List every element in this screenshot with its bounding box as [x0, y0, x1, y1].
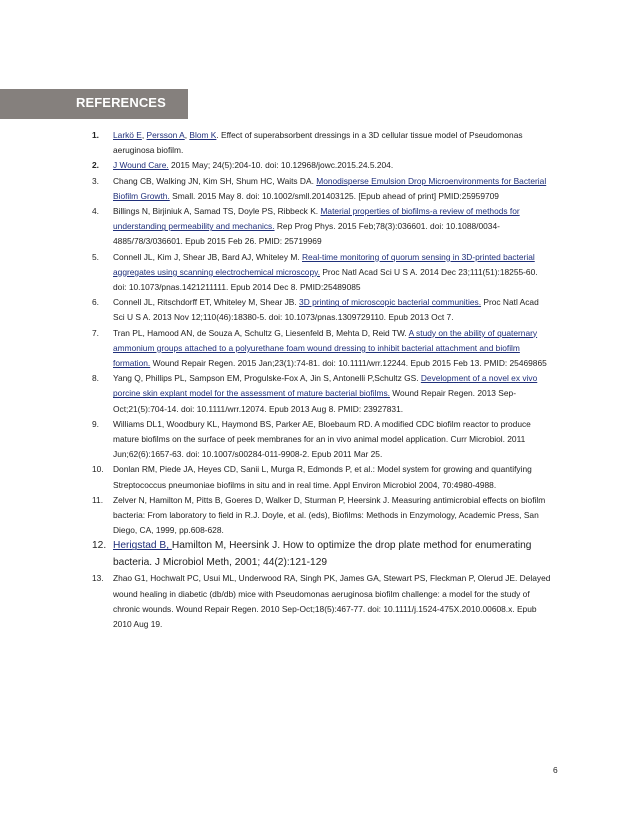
reference-item: [92, 371, 552, 417]
reference-text: Donlan RM, Piede JA, Heyes CD, Sanii L, Murga R, Edmonds P, et al.: Model system for growing and quantifying Streptococcus pneumoniae biofilms in situ and in real time. Appl Environ Microbiol 2004, 70:4980-4988.: [113, 464, 532, 490]
reference-number: 10.: [92, 464, 104, 475]
reference-text: 2015 May; 24(5):204-10. doi: 10.12968/jowc.2015.24.5.204.: [168, 160, 394, 171]
reference-text: Small. 2015 May 8. doi: 10.1002/smll.201403125. [Epub ahead of print] PMID:25959709: [169, 190, 499, 201]
reference-text: Proc Natl Acad Sci U S A. 2013 Nov 12;110(46):18380-5. doi: 10.1073/pnas.1309729110. Epub 2013 Oct 7.: [113, 297, 539, 323]
reference-text: . Effect of superabsorbent dressings in a 3D cellular tissue model of Pseudomonas aeruginosa biofilm.: [113, 130, 523, 156]
reference-number: 9.: [92, 418, 99, 429]
reference-number: 6.: [92, 297, 99, 308]
reference-item: [92, 204, 552, 250]
reference-link[interactable]: Material properties of biofilms-a review of methods for understanding permeability and mechanics.: [113, 206, 520, 232]
reference-number: 2.: [92, 160, 99, 171]
reference-text: Zelver N, Hamilton M, Pitts B, Goeres D, Walker D, Sturman P, Heersink J. Measuring antimicrobial effects on biofilm bacteria: From laboratory to field in R.J. Doyle, et al. (eds), Biofilms: Methods in Enzymology, Academic Press, San Diego, CA, 1999, pp.608-628.: [113, 494, 546, 536]
reference-text: ,: [141, 130, 147, 140]
reference-link[interactable]: Blom K: [189, 130, 217, 140]
reference-number: 13.: [92, 573, 104, 584]
reference-text: Williams DL1, Woodbury KL, Haymond BS, Parker AE, Bloebaum RD. A modified CDC biofilm reactor to produce mature biofilms on the surface of peek membranes for an in vivo animal model application. Curr Microbiol. 2011 Jun;62(6):1657-63. doi: 10.1007/s00284-011-9908-2. Epub 2011 Mar 25.: [113, 418, 531, 460]
page-number: 6: [553, 765, 558, 775]
reference-item: [92, 493, 552, 539]
reference-text: Rep Prog Phys. 2015 Feb;78(3):036601. doi: 10.1088/0034-4885/78/3/036601. Epub 2015 Feb 26. PMID: 25719969: [113, 221, 500, 247]
reference-link[interactable]: Larkö E: [113, 130, 142, 140]
reference-number: 7.: [92, 327, 99, 338]
reference-link[interactable]: Persson A: [146, 130, 185, 140]
reference-item: [92, 128, 552, 158]
reference-item: [92, 326, 552, 372]
reference-text: Wound Repair Regen. 2013 Sep-Oct;21(5):704-14. doi: 10.1111/wrr.12074. Epub 2013 Aug 8. PMID: 23927831.: [113, 388, 516, 414]
reference-link[interactable]: Herigstad B,: [113, 540, 172, 552]
reference-link[interactable]: Development of a novel ex vivo porcine skin explant model for the assessment of mature bacterial biofilms.: [113, 373, 538, 399]
reference-number: 8.: [92, 373, 99, 384]
reference-link[interactable]: A study on the ability of quaternary ammonium groups attached to a polyurethane foam wound dressing to inhibit bacterial attachment and biofilm formation.: [113, 327, 538, 369]
reference-text: Tran PL, Hamood AN, de Souza A, Schultz G, Liesenfeld B, Mehta D, Reid TW.: [113, 327, 409, 338]
reference-text: Hamilton M, Heersink J. How to optimize the drop plate method for enumerating bacteria. J Microbiol Meth, 2001; 44(2):121-129: [113, 540, 532, 568]
reference-link[interactable]: Real-time monitoring of quorum sensing in 3D-printed bacterial aggregates using scanning electrochemical microscopy.: [113, 251, 535, 277]
reference-item: [92, 538, 552, 571]
references-banner: [0, 89, 188, 119]
reference-link[interactable]: Monodisperse Emulsion Drop Microenvironments for Bacterial Biofilm Growth.: [113, 175, 547, 201]
reference-item: [92, 174, 552, 204]
reference-item: [92, 571, 552, 632]
reference-text: ,: [184, 130, 190, 140]
reference-item: [92, 417, 552, 463]
reference-item: [92, 158, 552, 173]
reference-text: Proc Natl Acad Sci U S A. 2014 Dec 23;111(51):18255-60. doi: 10.1073/pnas.1421211111. Epub 2014 Dec 8. PMID:25489085: [113, 266, 538, 293]
reference-text: Chang CB, Walking JN, Kim SH, Shum HC, Waits DA.: [113, 175, 317, 186]
reference-number: 5.: [92, 251, 99, 262]
reference-text: Connell JL, Ritschdorff ET, Whiteley M, Shear JB.: [113, 297, 300, 308]
reference-list: [92, 128, 552, 632]
reference-text: Zhao G1, Hochwalt PC, Usui ML, Underwood RA, Singh PK, James GA, Stewart PS, Fleckman P, Olerud JE. Delayed wound healing in diabetic (db/db) mice with Pseudomonas aeruginosa biofilm challenge: a model for the study of chronic wounds. Wound Repair Regen. 2010 Sep-Oct;18(5):467-77. doi: 10.1111/j.1524-475X.2010.00608.x. Epub 2010 Aug 19.: [113, 573, 551, 629]
reference-link[interactable]: 3D printing of microscopic bacterial communities.: [299, 297, 482, 308]
reference-link[interactable]: J Wound Care.: [113, 160, 169, 171]
reference-number: 3.: [92, 175, 99, 186]
reference-text: Yang Q, Phillips PL, Sampson EM, Progulske-Fox A, Jin S, Antonelli P,Schultz GS.: [113, 373, 421, 384]
reference-number: 11.: [92, 494, 104, 505]
reference-item: [92, 250, 552, 296]
reference-text: Wound Repair Regen. 2015 Jan;23(1):74-81. doi: 10.1111/wrr.12244. Epub 2015 Feb 13. PMID: 25469865: [150, 358, 547, 369]
reference-text: Billings N, Birjiniuk A, Samad TS, Doyle PS, Ribbeck K.: [113, 206, 321, 217]
reference-item: [92, 462, 552, 492]
reference-item: [92, 295, 552, 325]
section-title: REFERENCES: [76, 95, 166, 110]
reference-number: 4.: [92, 206, 99, 217]
reference-text: Connell JL, Kim J, Shear JB, Bard AJ, Whiteley M.: [113, 251, 302, 262]
reference-number: 1.: [92, 130, 99, 140]
reference-number: 12.: [92, 540, 107, 552]
